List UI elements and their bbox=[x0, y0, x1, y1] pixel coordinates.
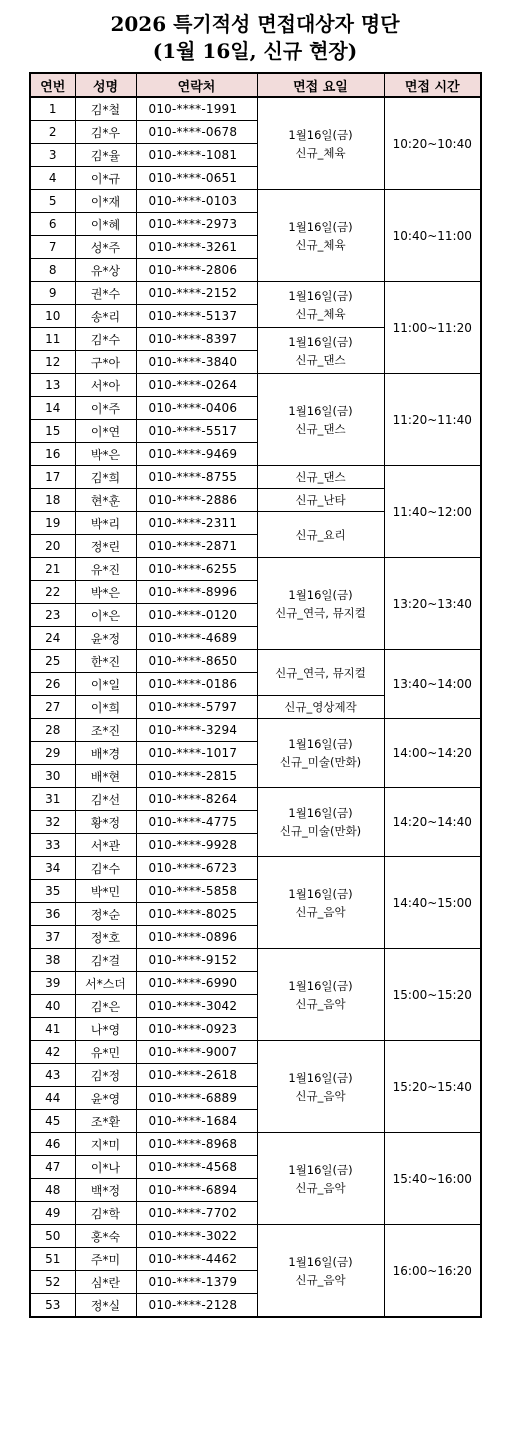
applicant-name: 김*율 bbox=[75, 144, 136, 167]
row-number: 41 bbox=[30, 1018, 75, 1041]
header-day: 면접 요일 bbox=[257, 73, 384, 97]
applicant-name: 유*진 bbox=[75, 558, 136, 581]
applicant-name: 김*철 bbox=[75, 97, 136, 121]
phone-number: 010-****-2871 bbox=[136, 535, 257, 558]
phone-number: 010-****-5137 bbox=[136, 305, 257, 328]
phone-number: 010-****-2806 bbox=[136, 259, 257, 282]
applicant-name: 홍*숙 bbox=[75, 1225, 136, 1248]
interview-time-cell: 11:00~11:20 bbox=[384, 282, 481, 374]
row-number: 9 bbox=[30, 282, 75, 305]
phone-number: 010-****-0923 bbox=[136, 1018, 257, 1041]
applicant-name: 한*진 bbox=[75, 650, 136, 673]
phone-number: 010-****-2815 bbox=[136, 765, 257, 788]
phone-number: 010-****-8755 bbox=[136, 466, 257, 489]
table-row bbox=[30, 650, 481, 673]
row-number: 28 bbox=[30, 719, 75, 742]
row-number: 53 bbox=[30, 1294, 75, 1318]
applicant-name: 조*환 bbox=[75, 1110, 136, 1133]
phone-number: 010-****-8996 bbox=[136, 581, 257, 604]
applicant-name: 박*리 bbox=[75, 512, 136, 535]
applicant-name: 김*선 bbox=[75, 788, 136, 811]
interview-time-cell: 15:00~15:20 bbox=[384, 949, 481, 1041]
phone-number: 010-****-8968 bbox=[136, 1133, 257, 1156]
applicant-name: 나*영 bbox=[75, 1018, 136, 1041]
interview-day-cell bbox=[257, 1225, 384, 1318]
interview-day-line: 신규_체육 bbox=[295, 145, 346, 160]
applicant-name: 김*정 bbox=[75, 1064, 136, 1087]
applicant-name: 백*정 bbox=[75, 1179, 136, 1202]
phone-number: 010-****-7702 bbox=[136, 1202, 257, 1225]
row-number: 37 bbox=[30, 926, 75, 949]
applicant-name: 성*주 bbox=[75, 236, 136, 259]
interview-day-line: 신규_댄스 bbox=[295, 470, 346, 484]
applicant-name: 송*리 bbox=[75, 305, 136, 328]
table-row bbox=[30, 788, 481, 811]
interview-day-cell bbox=[257, 788, 384, 857]
phone-number: 010-****-6990 bbox=[136, 972, 257, 995]
interview-day-line: 1월16일(금) bbox=[288, 886, 353, 901]
interview-day-line: 1월16일(금) bbox=[288, 334, 353, 349]
interview-time-cell: 10:20~10:40 bbox=[384, 97, 481, 190]
interview-day-cell bbox=[257, 696, 384, 719]
page-subtitle: (1월 16일, 신규 현장) bbox=[152, 39, 358, 63]
applicant-name: 권*수 bbox=[75, 282, 136, 305]
interview-day-line: 신규_미술(만화) bbox=[279, 824, 362, 838]
applicant-name: 정*순 bbox=[75, 903, 136, 926]
header-phone: 연락처 bbox=[136, 73, 257, 97]
applicant-name: 이*재 bbox=[75, 190, 136, 213]
interview-day-cell bbox=[257, 1041, 384, 1133]
table-row bbox=[30, 374, 481, 397]
row-number: 13 bbox=[30, 374, 75, 397]
phone-number: 010-****-1017 bbox=[136, 742, 257, 765]
row-number: 30 bbox=[30, 765, 75, 788]
phone-number: 010-****-2128 bbox=[136, 1294, 257, 1318]
row-number: 20 bbox=[30, 535, 75, 558]
interview-day-line: 신규_음악 bbox=[295, 1272, 346, 1287]
table-row bbox=[30, 719, 481, 742]
interview-day-cell bbox=[257, 489, 384, 512]
phone-number: 010-****-9007 bbox=[136, 1041, 257, 1064]
interview-day-line: 1월16일(금) bbox=[288, 127, 353, 142]
applicant-name: 이*은 bbox=[75, 604, 136, 627]
row-number: 1 bbox=[30, 97, 75, 121]
interview-day-line: 신규_체육 bbox=[295, 306, 346, 321]
row-number: 10 bbox=[30, 305, 75, 328]
row-number: 29 bbox=[30, 742, 75, 765]
phone-number: 010-****-0120 bbox=[136, 604, 257, 627]
phone-number: 010-****-6889 bbox=[136, 1087, 257, 1110]
interview-day-cell bbox=[257, 650, 384, 696]
interview-day-line: 1월16일(금) bbox=[288, 1254, 353, 1269]
row-number: 6 bbox=[30, 213, 75, 236]
row-number: 48 bbox=[30, 1179, 75, 1202]
interview-day-cell bbox=[257, 328, 384, 374]
row-number: 14 bbox=[30, 397, 75, 420]
applicant-name: 배*현 bbox=[75, 765, 136, 788]
applicant-name: 정*호 bbox=[75, 926, 136, 949]
interview-day-cell bbox=[257, 190, 384, 282]
phone-number: 010-****-2886 bbox=[136, 489, 257, 512]
row-number: 39 bbox=[30, 972, 75, 995]
applicant-name: 유*민 bbox=[75, 1041, 136, 1064]
applicant-name: 정*린 bbox=[75, 535, 136, 558]
interview-day-line: 신규_체육 bbox=[295, 237, 346, 252]
phone-number: 010-****-0186 bbox=[136, 673, 257, 696]
applicant-name: 김*수 bbox=[75, 857, 136, 880]
phone-number: 010-****-9469 bbox=[136, 443, 257, 466]
interview-day-line: 신규_음악 bbox=[295, 904, 346, 919]
applicant-name: 심*란 bbox=[75, 1271, 136, 1294]
applicant-name: 이*희 bbox=[75, 696, 136, 719]
applicant-name: 정*실 bbox=[75, 1294, 136, 1318]
phone-number: 010-****-5797 bbox=[136, 696, 257, 719]
header-time: 면접 시간 bbox=[384, 73, 481, 97]
interview-day-line: 1월16일(금) bbox=[288, 806, 353, 820]
phone-number: 010-****-4462 bbox=[136, 1248, 257, 1271]
phone-number: 010-****-0678 bbox=[136, 121, 257, 144]
row-number: 36 bbox=[30, 903, 75, 926]
phone-number: 010-****-8264 bbox=[136, 788, 257, 811]
phone-number: 010-****-0103 bbox=[136, 190, 257, 213]
interview-time-cell: 11:40~12:00 bbox=[384, 466, 481, 558]
table-row bbox=[30, 1041, 481, 1064]
interview-day-line: 신규_음악 bbox=[295, 1088, 346, 1103]
phone-number: 010-****-0264 bbox=[136, 374, 257, 397]
interview-day-line: 신규_음악 bbox=[295, 996, 346, 1011]
applicant-name: 윤*영 bbox=[75, 1087, 136, 1110]
row-number: 21 bbox=[30, 558, 75, 581]
row-number: 18 bbox=[30, 489, 75, 512]
row-number: 52 bbox=[30, 1271, 75, 1294]
applicant-name: 서*스더 bbox=[75, 972, 136, 995]
phone-number: 010-****-6894 bbox=[136, 1179, 257, 1202]
row-number: 33 bbox=[30, 834, 75, 857]
applicant-name: 김*우 bbox=[75, 121, 136, 144]
table-row bbox=[30, 558, 481, 581]
row-number: 44 bbox=[30, 1087, 75, 1110]
row-number: 43 bbox=[30, 1064, 75, 1087]
interview-day-cell bbox=[257, 949, 384, 1041]
row-number: 7 bbox=[30, 236, 75, 259]
phone-number: 010-****-4775 bbox=[136, 811, 257, 834]
phone-number: 010-****-6255 bbox=[136, 558, 257, 581]
row-number: 23 bbox=[30, 604, 75, 627]
applicant-name: 주*미 bbox=[75, 1248, 136, 1271]
applicant-name: 이*일 bbox=[75, 673, 136, 696]
interview-time-cell: 11:20~11:40 bbox=[384, 374, 481, 466]
applicant-name: 박*은 bbox=[75, 443, 136, 466]
interview-time-cell: 13:20~13:40 bbox=[384, 558, 481, 650]
applicant-name: 김*희 bbox=[75, 466, 136, 489]
phone-number: 010-****-3294 bbox=[136, 719, 257, 742]
applicant-name: 조*진 bbox=[75, 719, 136, 742]
phone-number: 010-****-1991 bbox=[136, 97, 257, 121]
row-number: 50 bbox=[30, 1225, 75, 1248]
applicant-name: 윤*정 bbox=[75, 627, 136, 650]
interview-day-cell bbox=[257, 374, 384, 466]
interview-day-line: 1월16일(금) bbox=[288, 978, 353, 993]
interview-day-line: 1월16일(금) bbox=[288, 403, 353, 418]
row-number: 34 bbox=[30, 857, 75, 880]
phone-number: 010-****-5858 bbox=[136, 880, 257, 903]
phone-number: 010-****-6723 bbox=[136, 857, 257, 880]
applicant-name: 서*관 bbox=[75, 834, 136, 857]
phone-number: 010-****-1379 bbox=[136, 1271, 257, 1294]
row-number: 25 bbox=[30, 650, 75, 673]
row-number: 12 bbox=[30, 351, 75, 374]
interview-day-cell bbox=[257, 97, 384, 190]
phone-number: 010-****-4568 bbox=[136, 1156, 257, 1179]
interview-day-line: 신규_연극, 뮤지컬 bbox=[275, 605, 366, 620]
interview-day-line: 신규_미술(만화) bbox=[279, 755, 362, 769]
interview-time-cell: 16:00~16:20 bbox=[384, 1225, 481, 1318]
interview-day-line: 1월16일(금) bbox=[288, 288, 353, 303]
row-number: 16 bbox=[30, 443, 75, 466]
phone-number: 010-****-0406 bbox=[136, 397, 257, 420]
applicant-name: 박*은 bbox=[75, 581, 136, 604]
phone-number: 010-****-4689 bbox=[136, 627, 257, 650]
phone-number: 010-****-3042 bbox=[136, 995, 257, 1018]
table-header-row bbox=[30, 73, 481, 97]
row-number: 4 bbox=[30, 167, 75, 190]
row-number: 31 bbox=[30, 788, 75, 811]
interview-day-line: 1월16일(금) bbox=[288, 1070, 353, 1085]
interview-time-cell: 15:40~16:00 bbox=[384, 1133, 481, 1225]
interview-day-cell bbox=[257, 558, 384, 650]
interview-time-cell: 13:40~14:00 bbox=[384, 650, 481, 719]
page-title: 2026 특기적성 면접대상자 명단 bbox=[110, 12, 400, 36]
interview-day-line: 1월16일(금) bbox=[288, 219, 353, 234]
table-row bbox=[30, 949, 481, 972]
applicant-name: 김*학 bbox=[75, 1202, 136, 1225]
phone-number: 010-****-2618 bbox=[136, 1064, 257, 1087]
applicant-name: 현*훈 bbox=[75, 489, 136, 512]
table-row bbox=[30, 1133, 481, 1156]
header-name: 성명 bbox=[75, 73, 136, 97]
interview-day-cell bbox=[257, 857, 384, 949]
row-number: 27 bbox=[30, 696, 75, 719]
phone-number: 010-****-0896 bbox=[136, 926, 257, 949]
applicant-name: 이*연 bbox=[75, 420, 136, 443]
interview-table bbox=[29, 72, 482, 1318]
interview-day-line: 1월16일(금) bbox=[288, 587, 353, 602]
table-row bbox=[30, 190, 481, 213]
interview-day-cell bbox=[257, 282, 384, 328]
row-number: 3 bbox=[30, 144, 75, 167]
row-number: 35 bbox=[30, 880, 75, 903]
row-number: 46 bbox=[30, 1133, 75, 1156]
phone-number: 010-****-8650 bbox=[136, 650, 257, 673]
row-number: 42 bbox=[30, 1041, 75, 1064]
interview-day-line: 신규_댄스 bbox=[295, 352, 346, 367]
interview-time-cell: 15:20~15:40 bbox=[384, 1041, 481, 1133]
interview-day-line: 신규_난타 bbox=[295, 493, 346, 507]
applicant-name: 이*주 bbox=[75, 397, 136, 420]
interview-day-line: 1월16일(금) bbox=[288, 737, 353, 751]
row-number: 38 bbox=[30, 949, 75, 972]
row-number: 15 bbox=[30, 420, 75, 443]
table-row bbox=[30, 857, 481, 880]
applicant-name: 김*은 bbox=[75, 995, 136, 1018]
row-number: 19 bbox=[30, 512, 75, 535]
phone-number: 010-****-9152 bbox=[136, 949, 257, 972]
phone-number: 010-****-1684 bbox=[136, 1110, 257, 1133]
header-no: 연번 bbox=[30, 73, 75, 97]
applicant-name: 구*아 bbox=[75, 351, 136, 374]
table-body bbox=[30, 97, 481, 1317]
row-number: 24 bbox=[30, 627, 75, 650]
phone-number: 010-****-2311 bbox=[136, 512, 257, 535]
phone-number: 010-****-8025 bbox=[136, 903, 257, 926]
phone-number: 010-****-1081 bbox=[136, 144, 257, 167]
applicant-name: 이*혜 bbox=[75, 213, 136, 236]
applicant-name: 황*정 bbox=[75, 811, 136, 834]
applicant-name: 이*나 bbox=[75, 1156, 136, 1179]
interview-time-cell: 14:00~14:20 bbox=[384, 719, 481, 788]
interview-time-cell: 10:40~11:00 bbox=[384, 190, 481, 282]
row-number: 22 bbox=[30, 581, 75, 604]
phone-number: 010-****-3261 bbox=[136, 236, 257, 259]
row-number: 47 bbox=[30, 1156, 75, 1179]
row-number: 26 bbox=[30, 673, 75, 696]
row-number: 2 bbox=[30, 121, 75, 144]
row-number: 17 bbox=[30, 466, 75, 489]
phone-number: 010-****-5517 bbox=[136, 420, 257, 443]
row-number: 11 bbox=[30, 328, 75, 351]
applicant-name: 김*수 bbox=[75, 328, 136, 351]
row-number: 32 bbox=[30, 811, 75, 834]
applicant-name: 이*규 bbox=[75, 167, 136, 190]
row-number: 49 bbox=[30, 1202, 75, 1225]
interview-day-cell bbox=[257, 719, 384, 788]
table-row bbox=[30, 466, 481, 489]
interview-day-line: 신규_댄스 bbox=[295, 421, 346, 436]
interview-day-line: 신규_영상제작 bbox=[284, 700, 357, 714]
interview-day-cell bbox=[257, 512, 384, 558]
applicant-name: 지*미 bbox=[75, 1133, 136, 1156]
interview-time-cell: 14:20~14:40 bbox=[384, 788, 481, 857]
row-number: 40 bbox=[30, 995, 75, 1018]
interview-day-cell bbox=[257, 466, 384, 489]
applicant-name: 김*걸 bbox=[75, 949, 136, 972]
applicant-name: 배*경 bbox=[75, 742, 136, 765]
interview-time-cell: 14:40~15:00 bbox=[384, 857, 481, 949]
interview-day-line: 1월16일(금) bbox=[288, 1162, 353, 1177]
phone-number: 010-****-9928 bbox=[136, 834, 257, 857]
phone-number: 010-****-3840 bbox=[136, 351, 257, 374]
phone-number: 010-****-8397 bbox=[136, 328, 257, 351]
phone-number: 010-****-2973 bbox=[136, 213, 257, 236]
interview-day-line: 신규_연극, 뮤지컬 bbox=[275, 665, 366, 680]
row-number: 51 bbox=[30, 1248, 75, 1271]
row-number: 5 bbox=[30, 190, 75, 213]
interview-day-line: 신규_요리 bbox=[295, 527, 346, 542]
applicant-name: 박*민 bbox=[75, 880, 136, 903]
applicant-name: 서*아 bbox=[75, 374, 136, 397]
table-row bbox=[30, 282, 481, 305]
phone-number: 010-****-2152 bbox=[136, 282, 257, 305]
phone-number: 010-****-3022 bbox=[136, 1225, 257, 1248]
table-row bbox=[30, 97, 481, 121]
interview-day-line: 신규_음악 bbox=[295, 1180, 346, 1195]
row-number: 45 bbox=[30, 1110, 75, 1133]
applicant-name: 유*상 bbox=[75, 259, 136, 282]
interview-day-cell bbox=[257, 1133, 384, 1225]
row-number: 8 bbox=[30, 259, 75, 282]
table-row bbox=[30, 1225, 481, 1248]
phone-number: 010-****-0651 bbox=[136, 167, 257, 190]
